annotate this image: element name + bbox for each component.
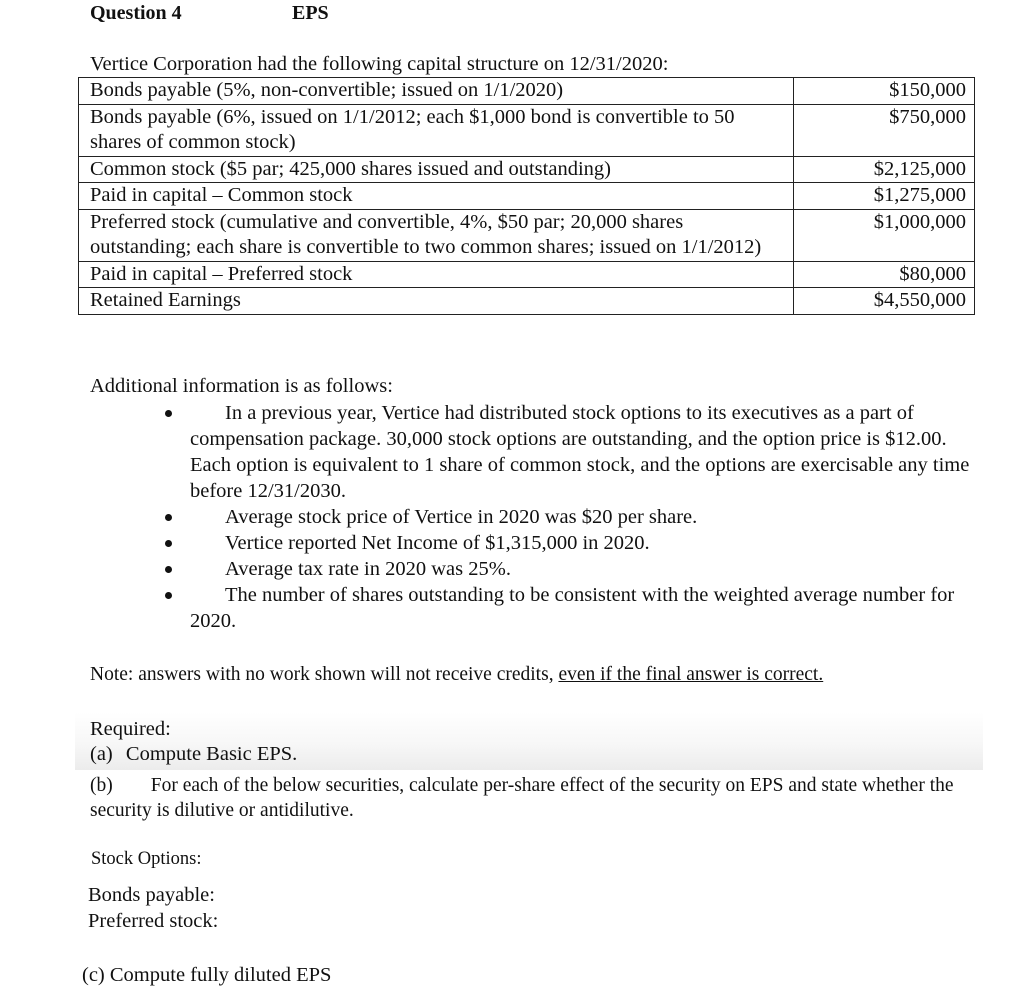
additional-info-heading: Additional information is as follows: [90,375,393,397]
part-a [90,741,297,767]
row-description: Common stock ($5 par; 425,000 shares issued and outstanding) [79,156,794,183]
list-item [190,400,970,504]
additional-info-list [190,400,970,634]
row-description: Bonds payable (5%, non-convertible; issued on 1/1/2020) [79,78,794,105]
part-c: (c) Compute fully diluted EPS [82,964,332,986]
table-row [79,261,975,288]
part-a-label: (a) [90,743,113,765]
part-b [90,773,970,823]
part-b-text: For each of the below securities, calculate per-share effect of the security on EPS and state whether the security is dilutive or antidilutive. [90,775,954,821]
row-value: $150,000 [793,78,974,105]
list-item-text: The number of shares outstanding to be consistent with the weighted average number for 2020. [190,584,955,632]
row-description: Preferred stock (cumulative and convertible, 4%, $50 par; 20,000 shares outstanding; each share is convertible to two common shares; issued on 1/1/2012) [79,209,794,261]
note [90,662,823,687]
note-text: Note: answers with no work shown will not receive credits, [90,664,559,685]
list-item-text: Vertice reported Net Income of $1,315,000 in 2020. [225,532,650,554]
row-value: $4,550,000 [793,288,974,315]
table-row [79,183,975,210]
list-item [190,582,970,634]
list-item [190,504,970,530]
bullet-icon [165,592,172,599]
question-label: Question 4 [90,2,182,24]
list-item-text: In a previous year, Vertice had distributed stock options to its executives as a part of compensation package. 30,000 stock options are outstanding, and the option price is $12.00. Each option is equivalent to 1 share of common stock, and the options are exercisable any time before 12/31/2030. [190,402,970,502]
security-bonds-payable: Bonds payable: [88,884,215,906]
security-preferred-stock: Preferred stock: [88,910,219,932]
part-b-label: (b) [90,775,113,796]
list-item [190,530,970,556]
bullet-icon [165,514,172,521]
security-stock-options: Stock Options: [91,849,202,869]
row-value: $80,000 [793,261,974,288]
row-description: Retained Earnings [79,288,794,315]
list-item-text: Average stock price of Vertice in 2020 was $20 per share. [225,506,698,528]
row-value: $1,275,000 [793,183,974,210]
table-row [79,288,975,315]
table-row [79,156,975,183]
question-topic: EPS [292,2,329,24]
row-value: $1,000,000 [793,209,974,261]
part-a-text: Compute Basic EPS. [125,743,298,765]
row-value: $2,125,000 [793,156,974,183]
row-value: $750,000 [793,104,974,156]
bullet-icon [165,566,172,573]
list-item [190,556,970,582]
row-description: Paid in capital – Common stock [79,183,794,210]
required-heading: Required: [90,718,171,740]
note-underlined-text: even if the final answer is correct. [558,664,824,685]
bullet-icon [165,410,172,417]
table-row [79,209,975,261]
intro-text: Vertice Corporation had the following capital structure on 12/31/2020: [90,53,669,75]
capital-structure-table [78,77,975,315]
table-row [79,104,975,156]
bullet-icon [165,540,172,547]
list-item-text: Average tax rate in 2020 was 25%. [225,558,511,580]
row-description: Paid in capital – Preferred stock [79,261,794,288]
row-description: Bonds payable (6%, issued on 1/1/2012; each $1,000 bond is convertible to 50 shares of common stock) [79,104,794,156]
table-row [79,78,975,105]
